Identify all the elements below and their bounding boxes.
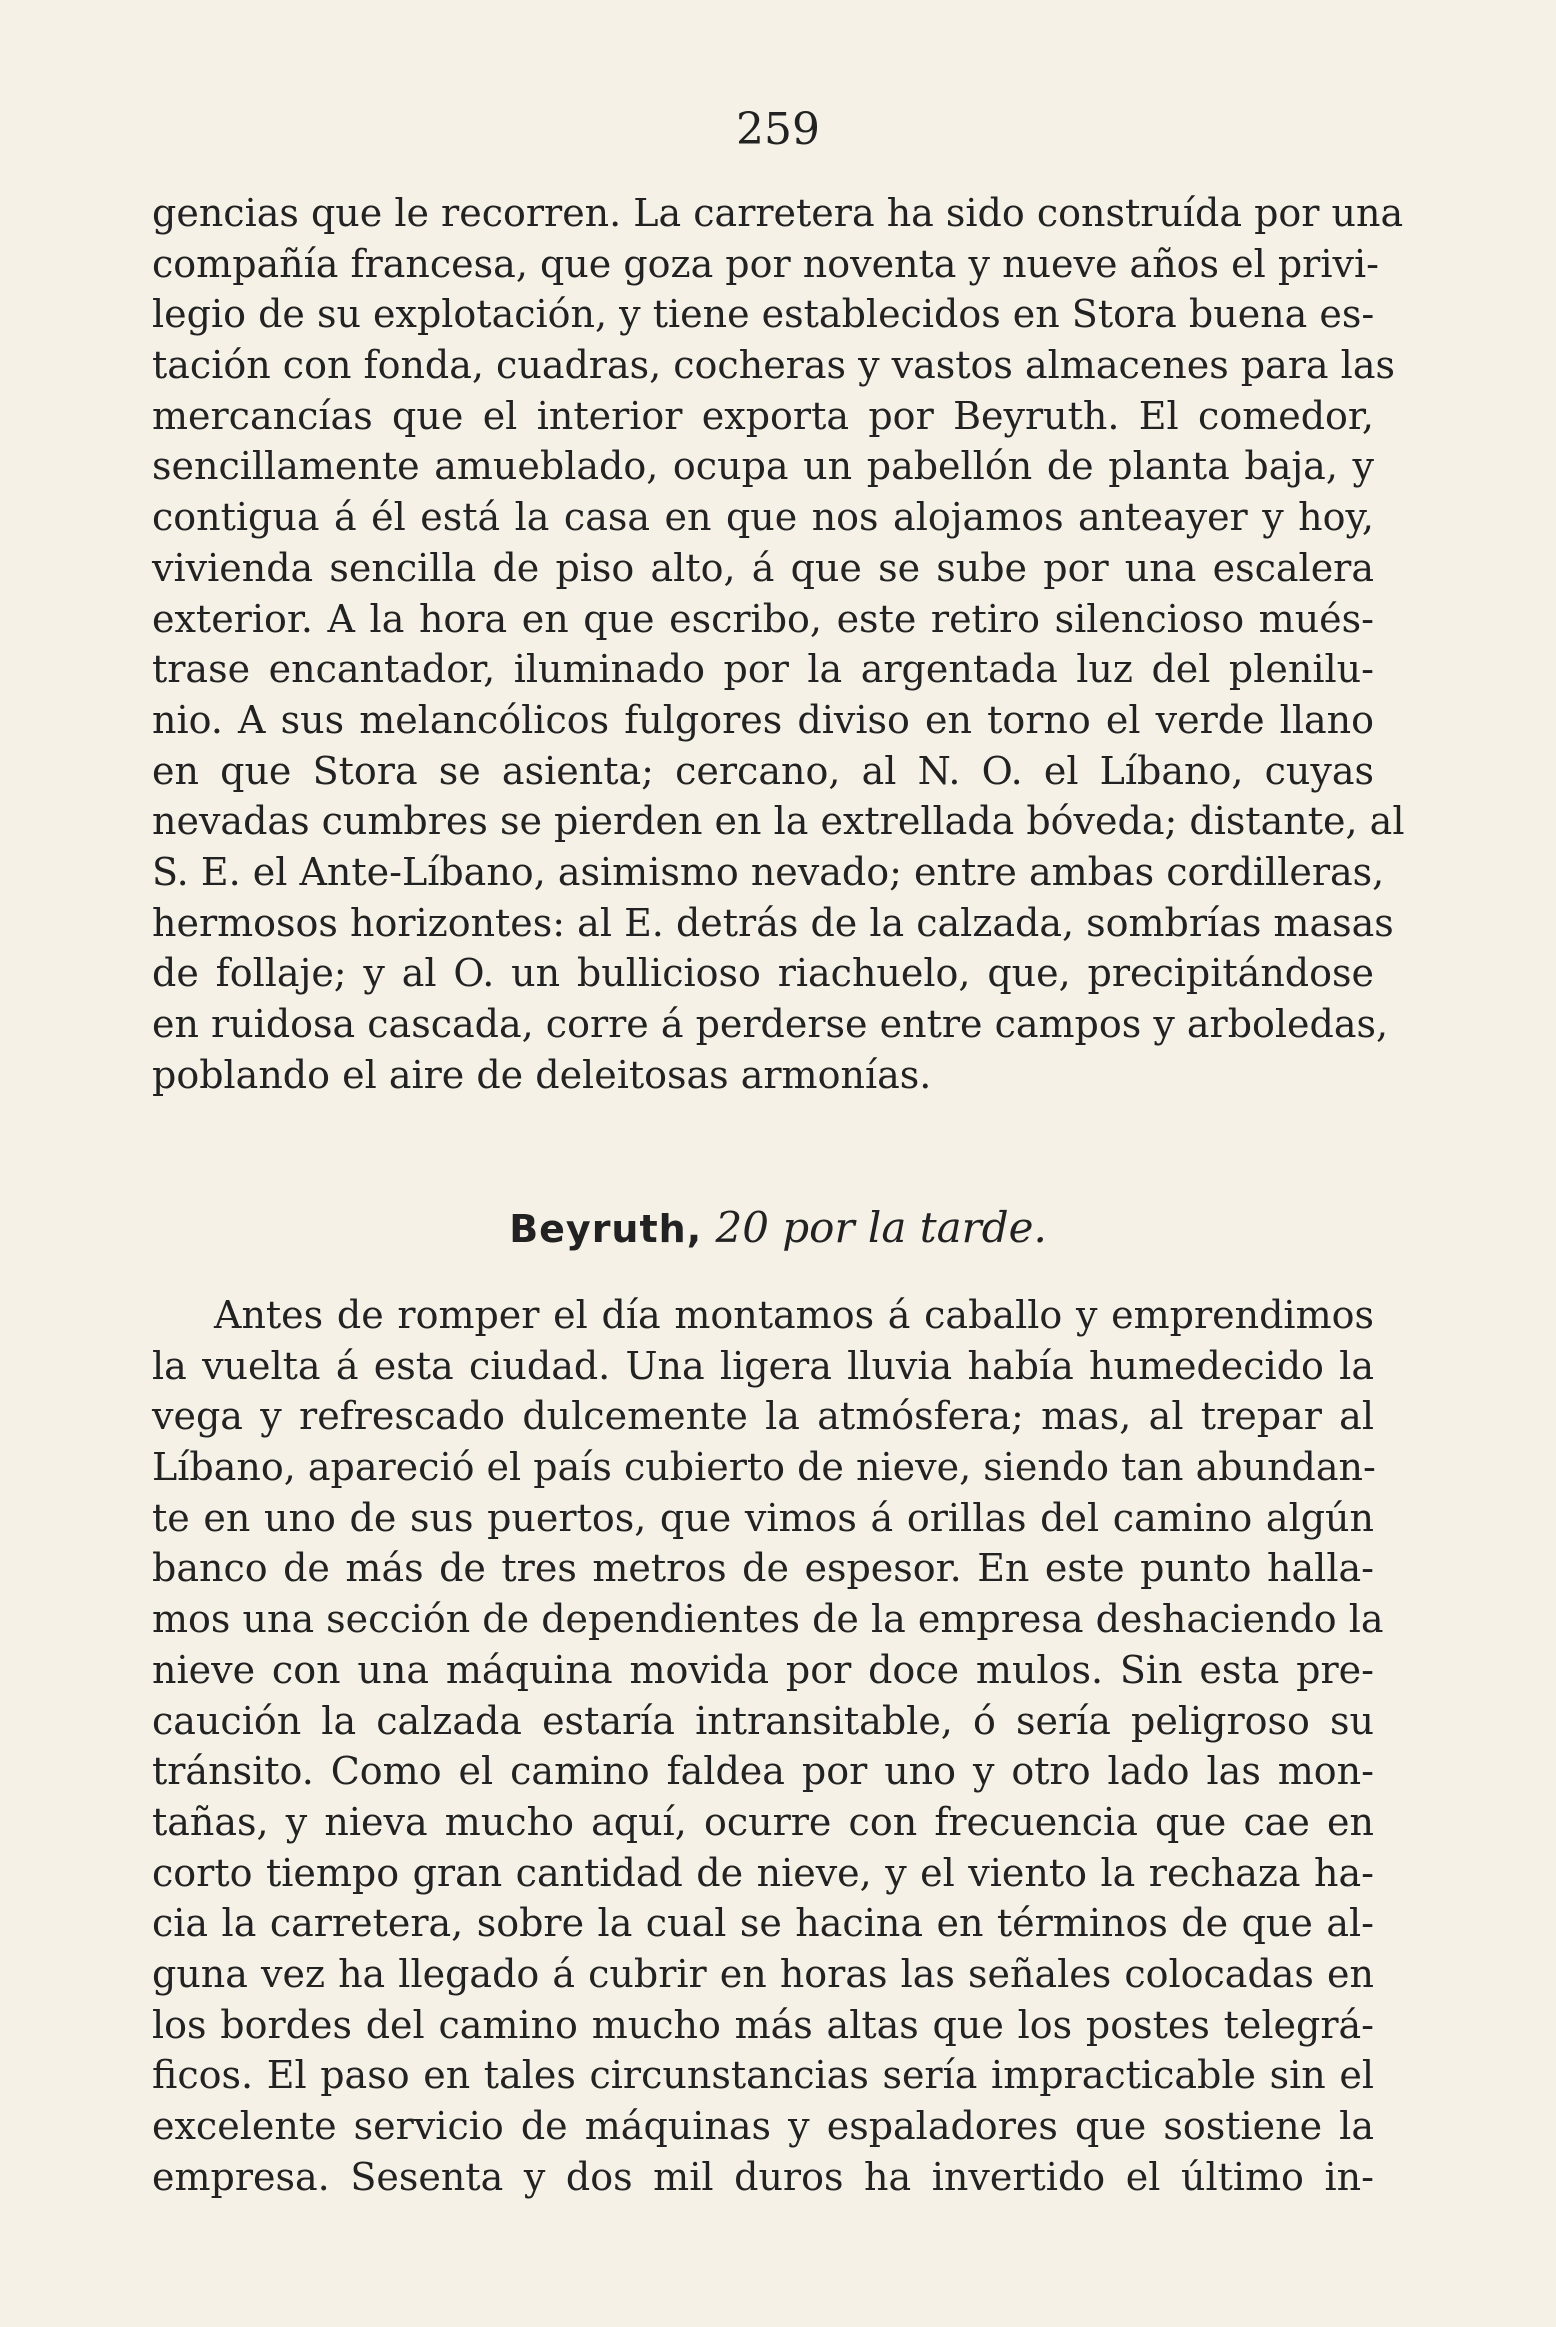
- text-line: tañas, y nieva mucho aquí, ocurre con frecuencia que cae en: [152, 1799, 1374, 1844]
- text-line: en que Stora se asienta; cercano, al N. O. el Líbano, cuyas: [152, 748, 1374, 793]
- text-line: banco de más de tres metros de espesor. En este punto halla-: [152, 1546, 1374, 1591]
- text-line: tránsito. Como el camino faldea por uno y otro lado las mon-: [152, 1749, 1374, 1794]
- text-line: hermosos horizontes: al E. detrás de la calzada, sombrías masas: [152, 900, 1394, 945]
- page-number: 259: [736, 104, 820, 155]
- text-line: vivienda sencilla de piso alto, á que se sube por una escalera: [152, 545, 1374, 590]
- text-line: Líbano, apareció el país cubierto de nieve, siendo tan abundan-: [152, 1445, 1376, 1490]
- text-line: la vuelta á esta ciudad. Una ligera lluvia había humedecido la: [152, 1343, 1374, 1388]
- text-line: te en uno de sus puertos, que vimos á orillas del camino algún: [152, 1495, 1374, 1540]
- text-line: trase encantador, iluminado por la argentada luz del plenilu-: [152, 647, 1374, 692]
- text-line: legio de su explotación, y tiene establecidos en Stora buena es-: [152, 292, 1375, 337]
- text-line: guna vez ha llegado á cubrir en horas las señales colocadas en: [152, 1951, 1374, 1996]
- text-line: poblando el aire de deleitosas armonías.: [152, 1052, 932, 1097]
- paragraph-return: [152, 1290, 1384, 2202]
- paragraph-stora: [152, 188, 1405, 1100]
- text-line: nio. A sus melancólicos fulgores diviso en torno el verde llano: [152, 697, 1374, 742]
- text-line: vega y refrescado dulcemente la atmósfera; mas, al trepar al: [152, 1394, 1374, 1439]
- text-line: caución la calzada estaría intransitable, ó sería peligroso su: [152, 1698, 1374, 1743]
- text-line: compañía francesa, que goza por noventa y nueve años el privi-: [152, 241, 1379, 286]
- text-line: corto tiempo gran cantidad de nieve, y el viento la rechaza ha-: [152, 1850, 1374, 1895]
- text-line: contigua á él está la casa en que nos alojamos anteayer y hoy,: [152, 495, 1374, 540]
- heading-date: 20 por la tarde.: [715, 1203, 1047, 1252]
- heading-place: Beyruth,: [509, 1207, 703, 1251]
- section-heading: [0, 1198, 1556, 1259]
- text-line: exterior. A la hora en que escribo, este retiro silencioso mués-: [152, 596, 1374, 641]
- text-line: mos una sección de dependientes de la empresa deshaciendo la: [152, 1597, 1384, 1642]
- text-line: cia la carretera, sobre la cual se hacina en términos de que al-: [152, 1901, 1374, 1946]
- text-line: empresa. Sesenta y dos mil duros ha invertido el último in-: [152, 2154, 1374, 2199]
- text-line: mercancías que el interior exporta por Beyruth. El comedor,: [152, 393, 1374, 438]
- text-line: sencillamente amueblado, ocupa un pabellón de planta baja, y: [152, 444, 1374, 489]
- text-line: S. E. el Ante-Líbano, asimismo nevado; entre ambas cordilleras,: [152, 849, 1385, 894]
- text-line: gencias que le recorren. La carretera ha sido construída por una: [152, 191, 1404, 235]
- text-line: Antes de romper el día montamos á caballo y emprendimos: [214, 1293, 1374, 1337]
- text-line: excelente servicio de máquinas y espaladores que sostiene la: [152, 2104, 1374, 2148]
- text-line: los bordes del camino mucho más altas que los postes telegrá-: [152, 2002, 1374, 2047]
- text-line: nieve con una máquina movida por doce mulos. Sin esta pre-: [152, 1647, 1374, 1692]
- text-line: en ruidosa cascada, corre á perderse entre campos y arboledas,: [152, 1002, 1389, 1046]
- text-line: tación con fonda, cuadras, cocheras y vastos almacenes para las: [152, 343, 1395, 388]
- text-line: ficos. El paso en tales circunstancias sería impracticable sin el: [152, 2053, 1374, 2098]
- text-line: nevadas cumbres se pierden en la extrellada bóveda; distante, al: [152, 799, 1405, 844]
- text-line: de follaje; y al O. un bullicioso riachuelo, que, precipitándose: [152, 951, 1374, 996]
